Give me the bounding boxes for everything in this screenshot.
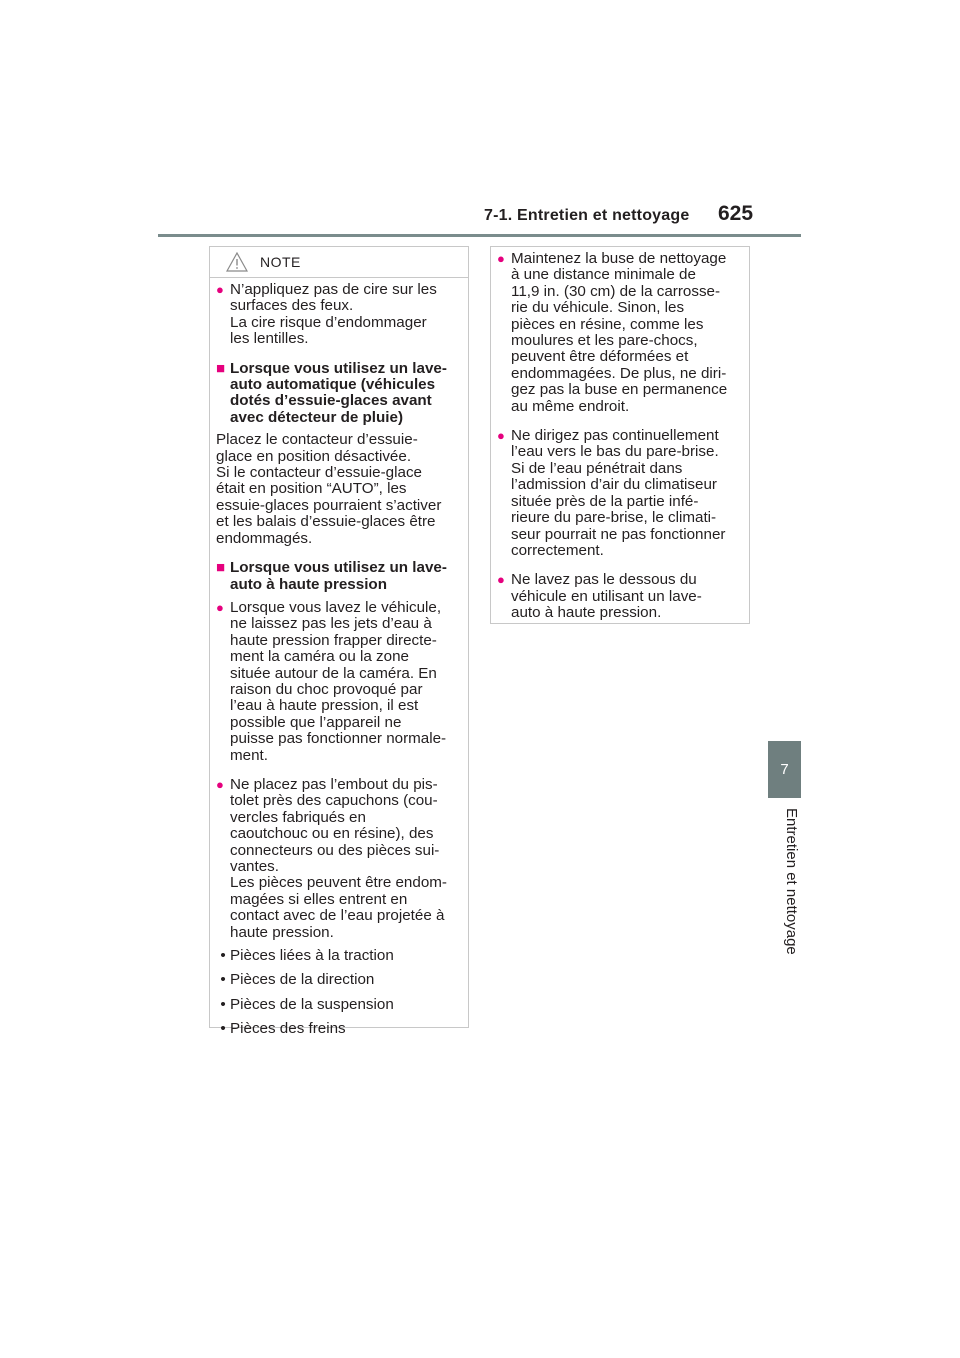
sub-item-text: Pièces liées à la traction — [230, 947, 394, 965]
bullet-text: Lorsque vous lavez le véhicule, ne laissez pas les jets d’eau à haute pression frapper directe- ment la caméra ou la zone située autour de la caméra. En raison du choc provoqué par l’eau à haute pression, il est possible que l’appareil ne puisse pas fonctionner normale- ment. — [230, 598, 447, 764]
round-bullet-icon: ● — [216, 282, 224, 297]
subheading — [216, 361, 462, 427]
list-item — [216, 777, 462, 941]
header-rule — [158, 234, 801, 237]
subheading-text: Lorsque vous utilisez un lave- auto à haute pression — [230, 559, 447, 593]
sub-item-text: Pièces de la direction — [230, 971, 375, 989]
sub-item-text: Pièces des freins — [230, 1020, 346, 1038]
subheading-text: Lorsque vous utilisez un lave- auto automatique (véhicules dotés d’essuie-glaces avant avec détecteur de pluie) — [230, 359, 447, 426]
list-item — [497, 251, 743, 415]
sub-item-text: Pièces de la suspension — [230, 995, 394, 1013]
round-bullet-icon: ● — [216, 599, 224, 615]
sub-list-item — [216, 948, 462, 964]
square-bullet-icon: ■ — [216, 359, 226, 377]
sub-list-item — [216, 1021, 462, 1037]
warning-triangle-icon — [226, 252, 248, 272]
list-item — [216, 282, 462, 348]
section-title: 7-1. Entretien et nettoyage — [484, 207, 690, 224]
round-bullet-icon: ● — [497, 428, 505, 444]
sub-bullet-icon: • — [220, 995, 226, 1013]
round-bullet-icon: ● — [497, 572, 505, 588]
sub-list-item — [216, 997, 462, 1013]
sub-bullet-icon: • — [220, 947, 226, 965]
chapter-side-label: Entretien et nettoyage — [783, 808, 800, 955]
chapter-tab: 7 — [768, 741, 801, 798]
bullet-text: Ne dirigez pas continuellement l’eau vers le bas du pare-brise. Si de l’eau pénétrait dans l’admission d’air du climatiseur située près de la partie infé- rieure du pare-brise, le climati- seur pourrait ne pas fonctionner correctement. — [511, 427, 726, 559]
sub-bullet-icon: • — [220, 1020, 226, 1038]
page-number: 625 — [718, 202, 754, 225]
subheading — [216, 560, 462, 593]
bullet-text: N’appliquez pas de cire sur les surfaces des feux. La cire risque d’endommager les lentilles. — [230, 281, 437, 348]
sub-list-item — [216, 972, 462, 988]
sub-bullet-icon: • — [220, 971, 226, 989]
note-box-right — [490, 246, 750, 624]
list-item — [497, 428, 743, 559]
note-box-left — [209, 246, 469, 1038]
list-item — [216, 600, 462, 764]
note-header — [210, 247, 468, 278]
list-item — [497, 572, 743, 621]
note-title: NOTE — [260, 253, 301, 270]
square-bullet-icon: ■ — [216, 559, 226, 577]
paragraph: Placez le contacteur d’essuie- glace en position désactivée. Si le contacteur d’essuie-glace était en position “AUTO”, les essuie-glaces pourraient s’activer et les balais d’essuie-glaces être endommagés. — [216, 431, 442, 547]
bullet-text: Ne lavez pas le dessous du véhicule en utilisant un lave- auto à haute pression. — [511, 571, 702, 622]
bullet-text: Ne placez pas l’embout du pis- tolet près des capuchons (cou- vercles fabriqués en caoutchouc ou en résine), des connecteurs ou des pièces sui- vantes. Les pièces peuvent être endom- magées si elles entrent en contact avec de l’eau projetée à haute pression. — [230, 775, 447, 941]
round-bullet-icon: ● — [497, 251, 505, 266]
round-bullet-icon: ● — [216, 776, 224, 792]
bullet-text: Maintenez la buse de nettoyage à une distance minimale de 11,9 in. (30 cm) de la carrosse- rie du véhicule. Sinon, les pièces en résine, comme les moulures et les pare-chocs, peuvent être déformées et endommagées. De plus, ne diri- gez pas la buse en permanence au même endroit. — [511, 250, 728, 415]
